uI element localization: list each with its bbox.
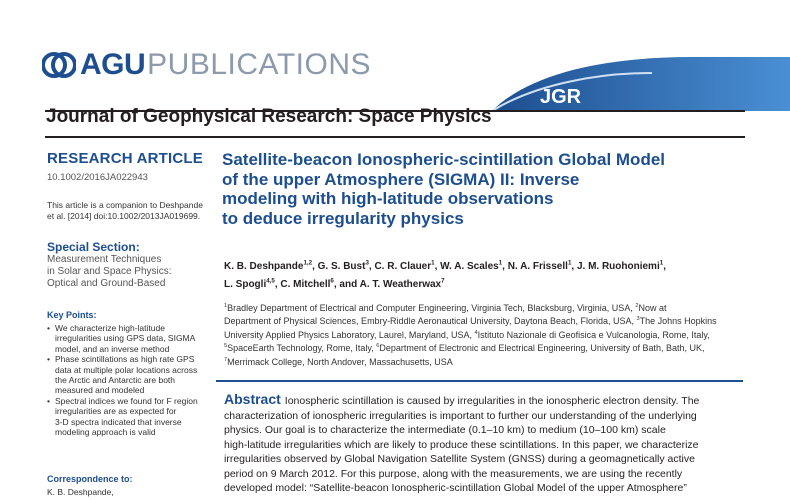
author[interactable]: C. R. Clauer [374, 261, 432, 272]
author[interactable]: L. Spogli [224, 279, 267, 290]
affiliations: $^1$Bradley Department of Electrical and Computer Engineering, Virginia Tech, Blacksburg, Virginia, USA, $^2$Now at Department of Physical Sciences, Embry-Riddle Aeronautical University, Daytona Beach, Florida, USA, $^3$The Johns Hopkins University Applied Physics Laboratory, Laurel, Maryland, USA, $^4$Istituto Nazionale di Geofisica e Vulcanologia, Rome, Italy, $^5$SpaceEarth Technology, Rome, Italy, $^6$Department of Electronic and Electrical Engineering, University of Bath, Bath, UK, $^7$Merrimack College, North Andover, Massachusetts, USA [224, 303, 717, 367]
author-list: K. B. Deshpande$^{1,2}$, G. S. Bust$^3$, C. R. Clauer$^1$, W. A. Scales$^1$, N. A. Frissell$^1$, J. M. Ruohoniemi$^1$, L. Spogli$^{4,5}$, C. Mitchell$^6$, and A. T. Weatherwax$^7$ [224, 259, 666, 290]
agu-publications-logo [42, 48, 371, 82]
author[interactable]: G. S. Bust [317, 261, 366, 272]
correspondence-name: K. B. Deshpande, [47, 487, 114, 497]
article-type-label: RESEARCH ARTICLE [47, 150, 203, 167]
abstract-heading: Abstract [224, 391, 281, 407]
author[interactable]: W. A. Scales [440, 261, 499, 272]
key-points-heading: Key Points: [47, 310, 97, 320]
jgr-badge [492, 53, 790, 111]
special-section-heading: Special Section: [47, 240, 140, 254]
key-points-list [47, 323, 215, 437]
journal-title: Journal of Geophysical Research: Space Physics [46, 106, 492, 127]
publisher-suffix: PUBLICATIONS [147, 48, 371, 81]
article-doi[interactable]: 10.1002/2016JA022943 [47, 172, 148, 183]
author[interactable]: C. Mitchell [280, 279, 331, 290]
author[interactable]: J. M. Ruohoniemi [576, 261, 660, 272]
journal-badge-label: JGR [540, 86, 582, 108]
author[interactable]: A. T. Weatherwax [359, 279, 442, 290]
paper-title: Satellite-beacon Ionospheric-scintillation Global Model of the upper Atmosphere (SIGMA) II: Inverse modeling with high-latitude observations to deduce irregularity physics [222, 150, 666, 228]
author[interactable]: N. A. Frissell [507, 261, 568, 272]
special-section-name: Measurement Techniques in Solar and Space Physics: Optical and Ground-Based [47, 254, 172, 289]
author[interactable]: K. B. Deshpande [224, 261, 304, 272]
agu-globe-icon [42, 52, 76, 78]
correspondence-heading: Correspondence to: [47, 474, 133, 484]
key-point: • Phase scintillations as high rate GPS data at multiple polar locations across the Arctic and Antarctic are both measured and modeled [47, 354, 215, 396]
abstract-rule [216, 380, 743, 382]
key-point: • We characterize high-latitude irregularities using GPS data, SIGMA model, and an inverse method [47, 323, 215, 354]
publisher-name: AGU [80, 48, 146, 81]
journal-title-rule [45, 136, 745, 138]
companion-note: This article is a companion to Deshpande et al. [2014] doi:10.1002/2013JA019699. [47, 200, 203, 221]
abstract: Abstract Ionospheric scintillation is caused by irregularities in the ionospheric electron density. The characterization of ionospheric irregularities is important to further our understanding of the underlying physics. Our goal is to characterize the intermediate (0.1–10 km) to medium (10–100 km) scale high-latitude irregularities which are likely to produce these scintillations. In this paper, we characterize irregularities observed by Global Navigation Satellite System (GNSS) during a geomagnetically active period on 9 March 2012. For this purpose, along with the measurements, we are using the recently developed model: “Satellite-beacon Ionospheric-scintillation Global Model of the upper Atmosphere” [224, 391, 700, 494]
key-point: • Spectral indices we found for F region irregularities are as expected for 3-D spectra indicated that inverse modeling approach is valid [47, 396, 215, 438]
